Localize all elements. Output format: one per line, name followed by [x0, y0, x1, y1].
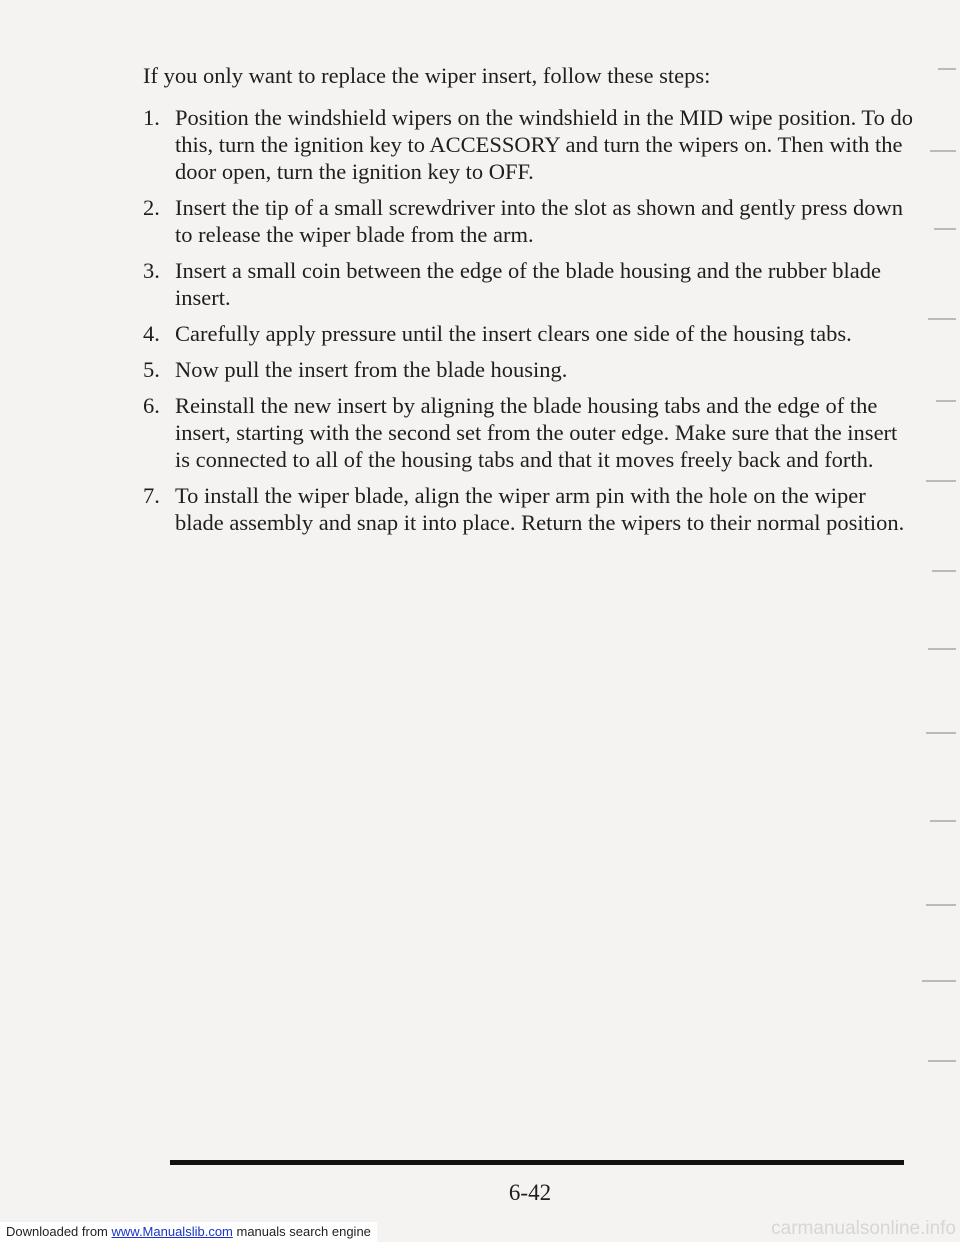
step-text: To install the wiper blade, align the wiper arm pin with the hole on the wiper blade assembly and snap it into place. Return the wipers to their normal position.: [175, 483, 905, 535]
step-item: [143, 320, 913, 347]
edge-mark: [926, 904, 956, 906]
step-item: [143, 356, 913, 383]
step-number: 7.: [143, 483, 160, 508]
edge-mark: [932, 570, 956, 572]
edge-mark: [928, 648, 956, 650]
edge-mark: [936, 400, 956, 402]
step-number: 2.: [143, 195, 160, 220]
page-number: 6-42: [508, 1180, 552, 1205]
step-text: Insert the tip of a small screwdriver into the slot as shown and gently press down to release the wiper blade from the arm.: [175, 195, 903, 247]
step-text: Now pull the insert from the blade housing.: [175, 357, 568, 382]
step-text: Insert a small coin between the edge of the blade housing and the rubber blade insert.: [175, 258, 882, 310]
step-item: [143, 392, 913, 473]
edge-mark: [934, 228, 956, 230]
step-number: 3.: [143, 258, 160, 283]
footer-prefix: Downloaded from: [6, 1224, 112, 1239]
footer-suffix: manuals search engine: [232, 1224, 371, 1239]
step-item: [143, 257, 913, 311]
edge-mark: [926, 480, 956, 482]
edge-mark: [938, 68, 956, 70]
edge-mark: [928, 1060, 956, 1062]
edge-mark: [930, 820, 956, 822]
step-item: [143, 104, 913, 185]
step-text: Carefully apply pressure until the insert clears one side of the housing tabs.: [175, 321, 852, 346]
intro-text: If you only want to replace the wiper insert, follow these steps:: [143, 63, 711, 88]
manualslib-link[interactable]: www.Manualslib.com: [111, 1224, 233, 1239]
step-item: [143, 482, 913, 536]
step-item: [143, 194, 913, 248]
page-edge-marks: [920, 60, 960, 1080]
download-footer: [0, 1222, 377, 1242]
step-number: 1.: [143, 105, 160, 130]
watermark: carmanualsonline.info: [771, 1218, 956, 1239]
step-number: 5.: [143, 357, 160, 382]
steps-list: [143, 104, 913, 545]
edge-mark: [928, 318, 956, 320]
step-text: Position the windshield wipers on the windshield in the MID wipe position. To do this, turn the ignition key to ACCESSORY and turn the wipers on. Then with the door open, turn the ignition key to OFF.: [175, 105, 913, 184]
edge-mark: [930, 150, 956, 152]
step-number: 4.: [143, 321, 160, 346]
edge-mark: [922, 980, 956, 982]
step-text: Reinstall the new insert by aligning the blade housing tabs and the edge of the insert, starting with the second set from the outer edge. Make sure that the insert is connected to all of the housing tabs and that it moves freely back and forth.: [175, 393, 898, 472]
edge-mark: [926, 732, 956, 734]
footer-rule: [170, 1160, 904, 1165]
step-number: 6.: [143, 393, 160, 418]
